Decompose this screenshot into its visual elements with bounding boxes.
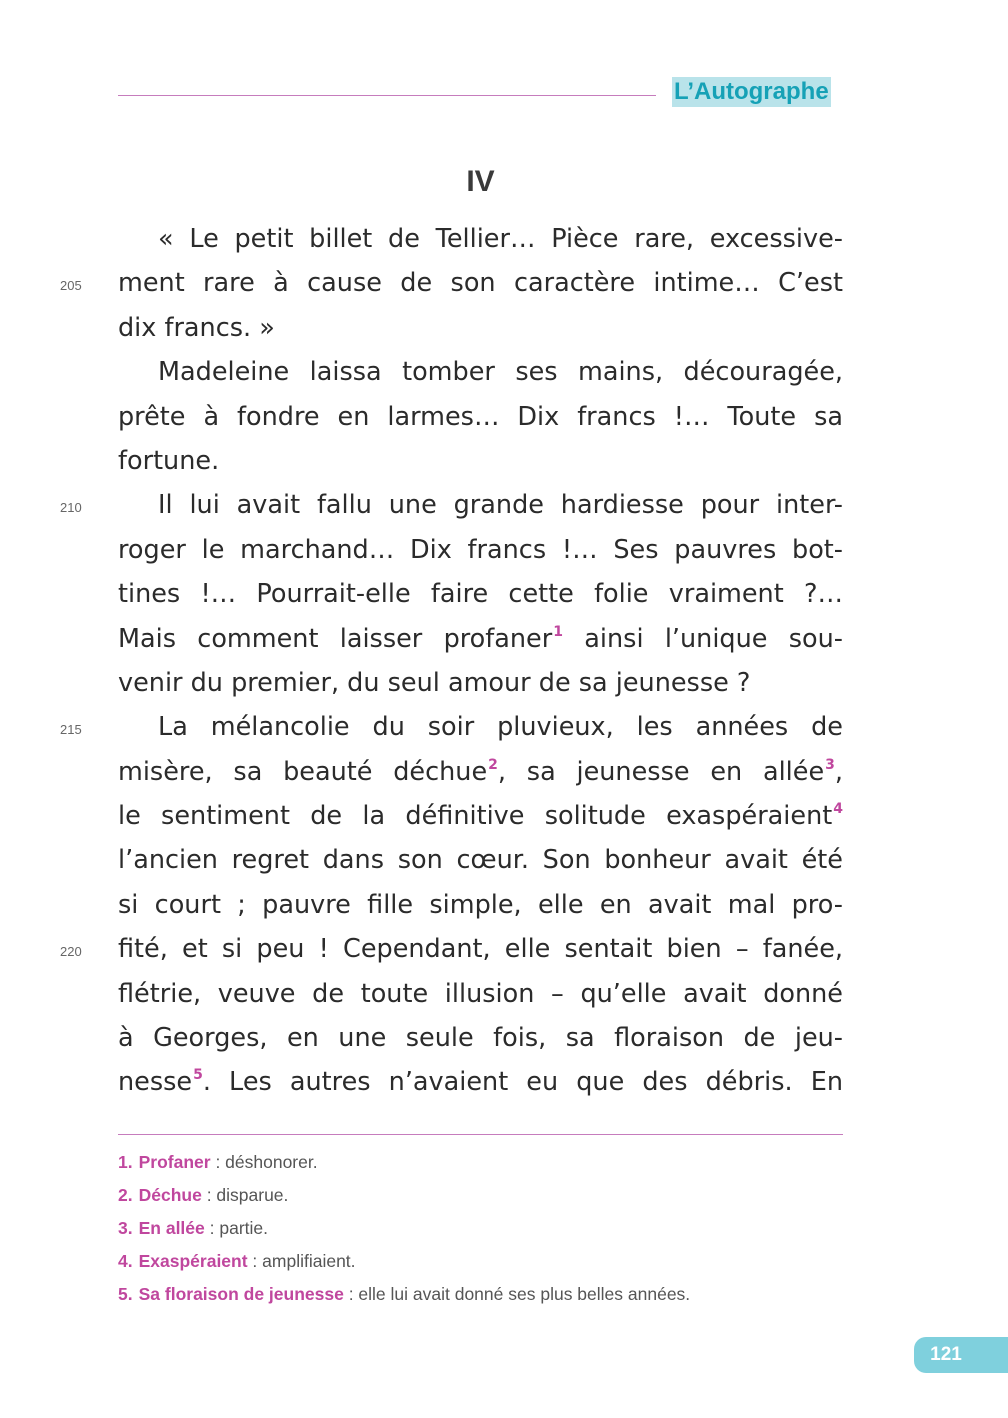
text-line: ment rare à cause de son caractère intime… C’est <box>118 268 843 299</box>
text-line: fortune. <box>118 445 220 476</box>
footnote-item <box>118 1181 843 1214</box>
text-line <box>118 794 843 838</box>
footnote-definition: : elle lui avait donné ses plus belles années. <box>343 1284 691 1304</box>
header-rule <box>118 95 656 96</box>
line-number: 220 <box>60 944 82 959</box>
running-header-title: L’Autographe <box>674 78 829 105</box>
footnote-number: 3. <box>118 1218 133 1238</box>
footnote-ref: 4 <box>833 801 843 818</box>
footnote-ref: 1 <box>553 623 563 640</box>
text-segment: nesse <box>118 1067 193 1098</box>
footnote-ref: 5 <box>193 1067 203 1084</box>
text-segment: ainsi l’unique sou- <box>562 623 843 654</box>
text-segment: le sentiment de la définitive solitude exaspéraient <box>118 801 833 832</box>
text-line: « Le petit billet de Tellier… Pièce rare, excessive- <box>158 224 843 254</box>
footnote-item <box>118 1148 843 1181</box>
footnote-item <box>118 1280 843 1313</box>
text-line <box>118 617 843 661</box>
body-text <box>118 217 843 1105</box>
text-line: l’ancien regret dans son cœur. Son bonheur avait été <box>118 845 843 876</box>
footnote-term: Déchue <box>138 1185 202 1205</box>
footnote-number: 1. <box>118 1152 133 1172</box>
text-segment: misère, sa beauté déchue <box>118 756 488 787</box>
footnote-rule <box>118 1134 843 1135</box>
footnote-definition: : disparue. <box>201 1185 289 1205</box>
footnote-term: Profaner <box>138 1152 211 1172</box>
text-line: à Georges, en une seule fois, sa floraison de jeu- <box>118 1023 843 1054</box>
text-line: fité, et si peu ! Cependant, elle sentait bien – fanée, <box>118 934 843 965</box>
footnote-ref: 2 <box>488 756 498 773</box>
footnotes <box>118 1148 843 1313</box>
footnote-number: 4. <box>118 1251 133 1271</box>
text-line: si court ; pauvre fille simple, elle en avait mal pro- <box>118 889 843 920</box>
text-line: Il lui avait fallu une grande hardiesse pour inter- <box>158 490 843 521</box>
footnote-number: 2. <box>118 1185 133 1205</box>
footnote-term: Exaspéraient <box>138 1251 248 1271</box>
footnote-item <box>118 1247 843 1280</box>
text-segment: Mais comment laisser profaner <box>118 623 553 654</box>
footnote-term: Sa floraison de jeunesse <box>138 1284 344 1304</box>
line-number: 210 <box>60 500 82 515</box>
footnote-item <box>118 1214 843 1247</box>
text-line: prête à fondre en larmes… Dix francs !… Toute sa <box>118 401 843 432</box>
text-line: tines !… Pourrait-elle faire cette folie vraiment ?… <box>118 579 843 610</box>
page-number-tab <box>914 1337 1008 1373</box>
footnote-ref: 3 <box>825 756 835 773</box>
footnote-definition: : déshonorer. <box>210 1152 318 1172</box>
text-line: La mélancolie du soir pluvieux, les années de <box>158 712 843 743</box>
footnote-definition: : amplifiaient. <box>247 1251 356 1271</box>
page-number: 121 <box>930 1344 962 1365</box>
text-line <box>118 750 843 794</box>
text-segment: , sa jeunesse en allée <box>497 756 825 787</box>
text-line: flétrie, veuve de toute illusion – qu’elle avait donné <box>118 978 843 1009</box>
line-number: 205 <box>60 278 82 293</box>
text-line: venir du premier, du seul amour de sa jeunesse ? <box>118 667 751 698</box>
text-line <box>118 1060 843 1104</box>
line-number: 215 <box>60 722 82 737</box>
footnote-term: En allée <box>138 1218 205 1238</box>
text-segment: , <box>834 756 843 787</box>
footnote-definition: : partie. <box>204 1218 268 1238</box>
chapter-heading: IV <box>466 165 495 198</box>
footnote-number: 5. <box>118 1284 133 1304</box>
text-segment: . Les autres n’avaient eu que des débris. En <box>202 1067 843 1098</box>
text-line: Madeleine laissa tomber ses mains, découragée, <box>158 357 843 388</box>
text-line: roger le marchand… Dix francs !… Ses pauvres bot- <box>118 534 843 565</box>
text-line: dix francs. » <box>118 312 275 343</box>
